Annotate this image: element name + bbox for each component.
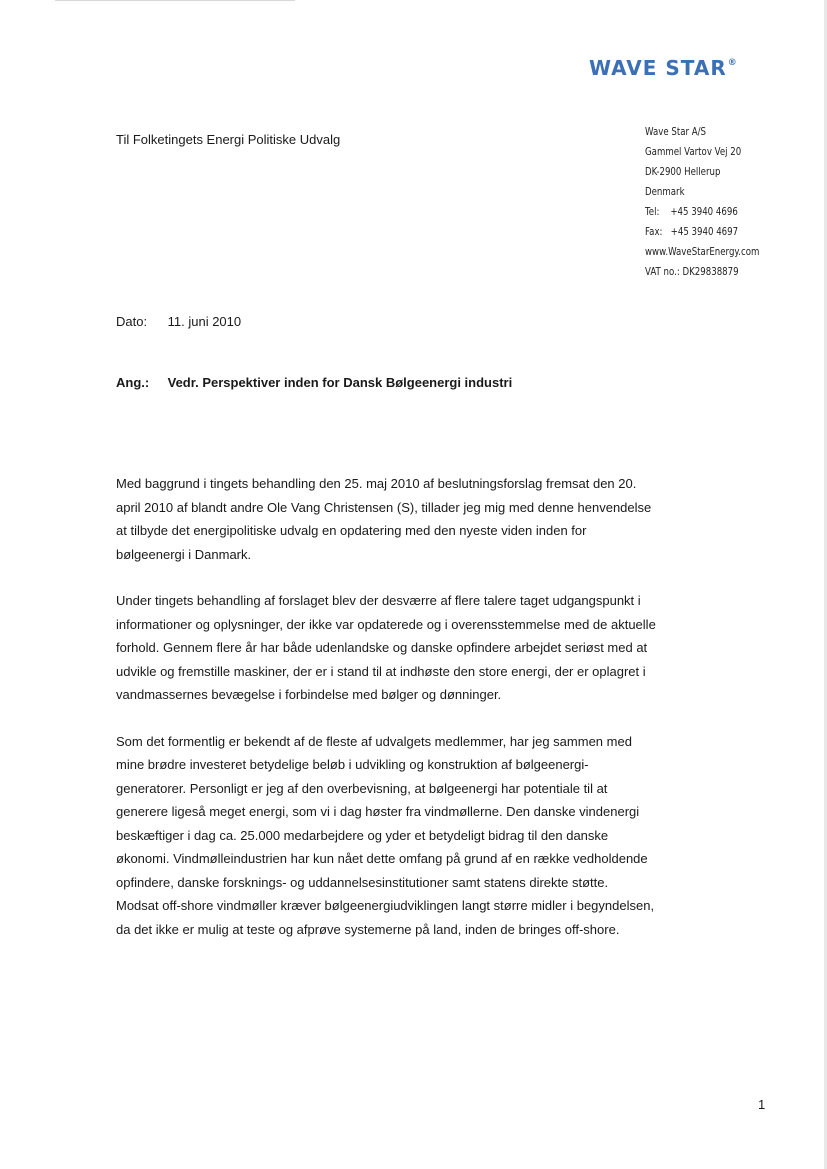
sender-address-block bbox=[645, 122, 759, 282]
subject-row bbox=[116, 375, 512, 390]
date-label: Dato: bbox=[116, 314, 148, 329]
sender-city: DK-2900 Hellerup bbox=[645, 166, 721, 178]
body-paragraph-1: Med baggrund i tingets behandling den 25. maj 2010 af beslutningsforslag fremsat den 20. april 2010 af blandt andre Ole Vang Christensen (S), tillader jeg mig med denne henvendelse at tilbyde det energipolitiske udvalg en opdatering med den nyeste viden inden for bølgeenergi i Danmark. bbox=[116, 476, 652, 562]
sender-fax: Fax: +45 3940 4697 bbox=[645, 226, 739, 238]
wave-star-logo bbox=[589, 56, 737, 80]
sender-website: www.WaveStarEnergy.com bbox=[645, 246, 760, 258]
subject-value: Vedr. Perspektiver inden for Dansk Bølgeenergi industri bbox=[167, 375, 513, 390]
scan-edge-mark bbox=[55, 0, 295, 1]
registered-mark: ® bbox=[727, 58, 738, 68]
body-paragraph-3: Som det formentlig er bekendt af de fleste af udvalgets medlemmer, har jeg sammen med mine brødre investeret betydelige beløb i udvikling og konstruktion af bølgeenergi-generatorer. Personligt er jeg af den overbevisning, at bølgeenergi har potentiale til at generere ligeså meget energi, som vi i dag høster fra vindmøllerne. Den danske vindenergi beskæftiger i dag ca. 25.000 medarbejdere og yder et betydeligt bidrag til den danske økonomi. Vindmølleindustrien har kun nået dette omfang på grund af en række vedholdende opfindere, danske forsknings- og uddannelsesinstitutioner samt statens direkte støtte. bbox=[116, 733, 648, 890]
subject-label: Ang.: bbox=[116, 375, 150, 390]
sender-street: Gammel Vartov Vej 20 bbox=[645, 146, 742, 158]
sender-phone: Tel: +45 3940 4696 bbox=[645, 206, 738, 218]
recipient-line: Til Folketingets Energi Politiske Udvalg bbox=[116, 132, 341, 147]
sender-country: Denmark bbox=[645, 186, 685, 198]
logo-text: WAVE STAR bbox=[589, 56, 727, 80]
sender-company: Wave Star A/S bbox=[645, 126, 707, 138]
date-value: 11. juni 2010 bbox=[167, 314, 242, 329]
body-paragraph-4: Modsat off-shore vindmøller kræver bølgeenergiudviklingen langt større midler i begyndelsen, da det ikke er mulig at teste og afprøve systemerne på land, inden de bringes off-shore. bbox=[116, 898, 655, 937]
sender-vat: VAT no.: DK29838879 bbox=[645, 266, 739, 278]
body-paragraph-2: Under tingets behandling af forslaget blev der desværre af flere talere taget udgangspunkt i informationer og oplysninger, der ikke var opdaterede og i overensstemmelse med de aktuelle forhold. Gennem flere år har både udenlandske og danske opfindere arbejdet seriøst med at udvikle og fremstille maskiner, der er i stand til at indhøste den store energi, der er oplagret i vandmassernes bevægelse i forbindelse med bølger og dønninger. bbox=[116, 593, 656, 702]
letter-body bbox=[116, 472, 656, 964]
page-number: 1 bbox=[758, 1097, 766, 1112]
date-row bbox=[116, 314, 241, 329]
